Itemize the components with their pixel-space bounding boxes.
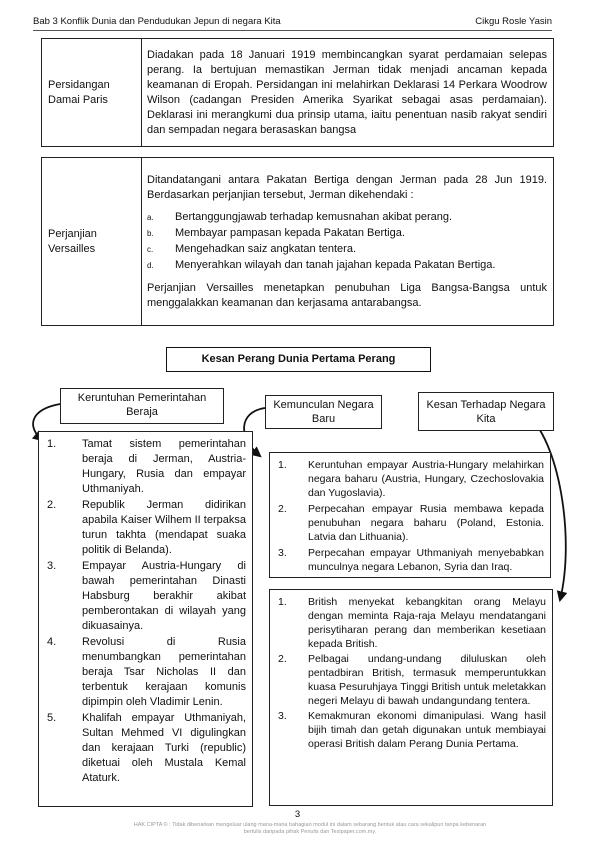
list-item-text: Republik Jerman didirikan apabila Kaiser Wilhem II terpaksa turun takhta (mendapat suaka politik di Belanda).: [82, 499, 246, 556]
list-number: 5.: [47, 712, 57, 724]
list-item-text: Perpecahan empayar Rusia membawa kepada penubuhan negara baharu (Poland, Estonia. Latvia dan Lithuania).: [308, 503, 544, 543]
page-number: 3: [294, 809, 301, 820]
list-number: 3.: [47, 560, 57, 572]
header-author: Cikgu Rosle Yasin: [475, 16, 552, 27]
monarchy-list: [39, 432, 252, 786]
list-marker: b.: [147, 228, 154, 238]
versailles-closing: Perjanjian Versailles menetapkan penubuhan Liga Bangsa-Bangsa untuk menggalakkan keamanan dan kerjasama antarabangsa.: [147, 281, 547, 309]
list-box-country-effects: [269, 589, 553, 806]
table-text-paris: Diadakan pada 18 Januari 1919 membincangkan syarat perdamaian selepas perang. Ia bertujuan memastikan Jerman tidak menjadi ancaman kepada keamanan di Eropah. Persidangan ini melahirkan Deklarasi 14 Perkara Woodrow Wilson (cadangan Presiden Amerika Syarikat sebagai asas perdamaian). Deklarasi ini merangkumi dua prinsip utama, iaitu penentuan nasib rakyat sendiri dan sempadan negara berasaskan bangsa: [142, 39, 554, 147]
list-item: [278, 546, 544, 574]
country-effects-list: [270, 590, 552, 751]
new-nations-list: [270, 453, 550, 574]
table-label-versailles: Perjanjian Versailles: [42, 158, 142, 326]
list-item: [278, 458, 544, 500]
list-item-text: Membayar pampasan kepada Pakatan Bertiga.: [175, 226, 405, 239]
list-item-text: Khalifah empayar Uthmaniyah, Sultan Mehmed VI digulingkan dan kerajaan Turki (republic) diketuai oleh Mustala Kemal Ataturk.: [82, 712, 246, 784]
list-item-text: Menyerahkan wilayah dan tanah jajahan kepada Pakatan Bertiga.: [175, 258, 496, 271]
list-marker: c.: [147, 244, 154, 254]
list-box-new-nations: [269, 452, 551, 578]
box-monarchy-collapse: Keruntuhan Pemerintahan Beraja: [60, 388, 224, 424]
list-item-text: Perpecahan empayar Uthmaniyah menyebabkan munculnya negara Lebanon, Syria dan Iraq.: [308, 547, 544, 573]
list-item: [47, 498, 246, 558]
list-number: 1.: [278, 596, 287, 608]
list-item: [278, 709, 546, 751]
list-number: 3.: [278, 710, 287, 722]
list-number: 2.: [278, 653, 287, 665]
list-item: [47, 711, 246, 786]
list-item: [278, 652, 546, 708]
table-label-paris: Persidangan Damai Paris: [42, 39, 142, 147]
list-item-text: Bertanggungjawab terhadap kemusnahan akibat perang.: [175, 210, 453, 223]
list-item-text: Mengehadkan saiz angkatan tentera.: [175, 242, 357, 255]
list-item: [278, 502, 544, 544]
list-marker: a.: [147, 212, 154, 222]
list-item-text: British menyekat kebangkitan orang Melayu dengan meminta Raja-raja Melayu mendatangani perisytiharan perang dan memberikan kesetiaan kepada British.: [308, 596, 546, 650]
list-box-monarchy: [38, 431, 253, 807]
list-number: 1.: [278, 459, 287, 471]
copyright-footer: HAK CIPTA © : Tidak dibenarkan mengeluar ulang mana-mana bahagian modul ini dalam sebarang bentuk atau cara sekalipun tanpa kebenaran bertulis daripada pihak Penulis dan Tesipaper.com.my.: [133, 822, 487, 835]
list-number: 2.: [47, 499, 57, 511]
list-marker: d.: [147, 260, 154, 270]
list-item: [47, 437, 246, 497]
list-item-text: Empayar Austria-Hungary di bawah pemerintahan Dinasti Habsburg berakhir akibat pemberontakan di wilayah yang dikuasainya.: [82, 560, 246, 632]
box-effects-on-country: Kesan Terhadap Negara Kita: [418, 392, 554, 431]
list-number: 3.: [278, 547, 287, 559]
list-item-text: Pelbagai undang-undang diluluskan oleh pentadbiran British, termasuk memperuntukkan kuasa Pesuruhjaya Tinggi British untuk meletakkan negeri Melayu di bawah undangundang tentera.: [308, 653, 546, 707]
header-chapter-title: Bab 3 Konflik Dunia dan Pendudukan Jepun di negara Kita: [33, 16, 281, 27]
list-item: [278, 595, 546, 651]
list-item-text: Revolusi di Rusia menumbangkan pemerintahan beraja Tsar Nicholas II dan terbentuk kerajaan komunis dipimpin oleh Vladimir Lenin.: [82, 636, 246, 708]
list-item: [47, 635, 246, 710]
list-item: [47, 559, 246, 634]
list-number: 1.: [47, 438, 57, 450]
section-title: Kesan Perang Dunia Pertama Perang: [166, 347, 431, 372]
list-item-text: Tamat sistem pemerintahan beraja di Jerman, Austria-Hungary, Rusia dan empayar Uthmaniyah.: [82, 438, 246, 495]
versailles-intro: Ditandatangani antara Pakatan Bertiga dengan Jerman pada 28 Jun 1919. Berdasarkan perjanjian tersebut, Jerman dikehendaki :: [147, 173, 547, 201]
box-new-nations: Kemunculan Negara Baru: [265, 395, 382, 429]
list-number: 2.: [278, 503, 287, 515]
list-item-text: Keruntuhan empayar Austria-Hungary melahirkan negara baharu (Austria, Hungary, Czechoslovakia dan Yugoslavia).: [308, 459, 544, 499]
list-number: 4.: [47, 636, 57, 648]
list-item-text: Kemakmuran ekonomi dimanipulasi. Wang hasil bijih timah dan getah digunakan untuk membiayai operasi British dalam Perang Dunia Pertama.: [308, 710, 546, 750]
